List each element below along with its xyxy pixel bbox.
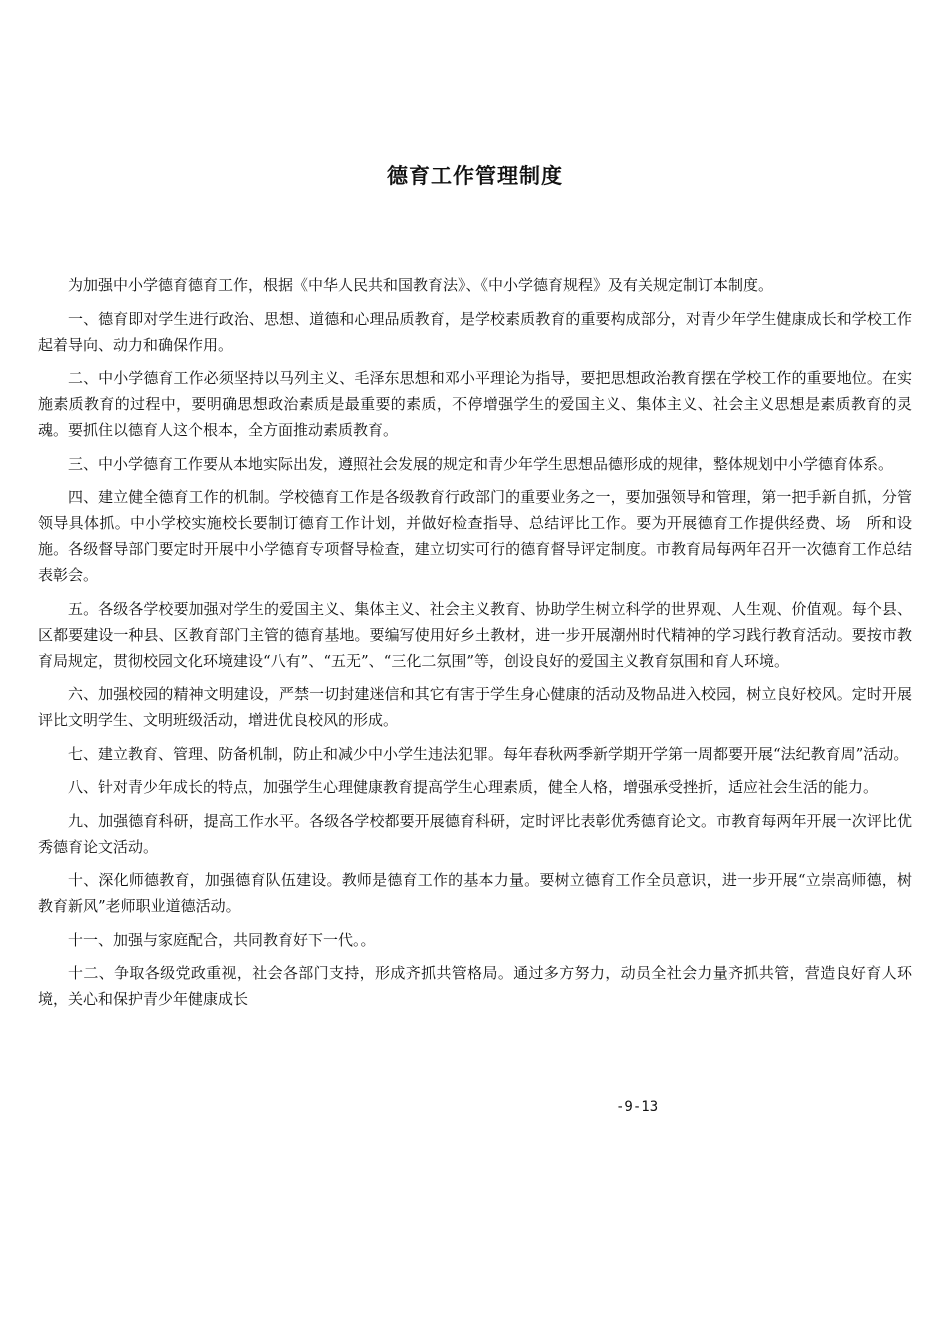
paragraph-4: 四、建立健全德育工作的机制。学校德育工作是各级教育行政部门的重要业务之一，要加强领导和管理，第一把手新自抓，分管领导具体抓。中小学校实施校长要制订德育工作计划，并做好检查指导、总结评比工作。要为开展德育工作提供经费、场 所和设施。各级督导部门要定时开展中小学德育专项督导检查，建立切实可行的德育督导评定制度。市教育局每两年召开一次德育工作总结表彰会。 — [38, 488, 912, 584]
document-title: 德育工作管理制度 — [387, 164, 563, 188]
document-body — [38, 272, 912, 1020]
paragraph-1: 一、德育即对学生进行政治、思想、道德和心理品质教育，是学校素质教育的重要构成部分，对青少年学生健康成长和学校工作起着导向、动力和确保作用。 — [38, 309, 912, 354]
paragraph-intro: 为加强中小学德育德育工作，根据《中华人民共和国教育法》、《中小学德育规程》及有关规定制订本制度。 — [68, 276, 774, 294]
paragraph-12: 十二、争取各级党政重视，社会各部门支持，形成齐抓共管格局。通过多方努力，动员全社会力量齐抓共管，营造良好育人环境，关心和保护青少年健康成长 — [38, 964, 912, 1008]
paragraph-3: 三、中小学德育工作要从本地实际出发，遵照社会发展的规定和青少年学生思想品德形成的规律，整体规划中小学德育体系。 — [68, 454, 894, 473]
paragraph-2: 二、中小学德育工作必须坚持以马列主义、毛泽东思想和邓小平理论为指导，要把思想政治教育摆在学校工作的重要地位。在实施素质教育的过程中，要明确思想政治素质是最重要的素质，不停增强学生的爱国主义、集体主义、社会主义思想是素质教育的灵魂。要抓住以德育人这个根本，全方面推动素质教育。 — [38, 369, 912, 439]
paragraph-10: 十、深化师德教育，加强德育队伍建设。教师是德育工作的基本力量。要树立德育工作全员意识，进一步开展“立崇高师德，树教育新风”老师职业道德活动。 — [38, 871, 912, 915]
paragraph-7: 七、建立教育、管理、防备机制，防止和减少中小学生违法犯罪。每年春秋两季新学期开学第一周都要开展“法纪教育周”活动。 — [68, 744, 909, 763]
paragraph-6: 六、加强校园的精神文明建设，严禁一切封建迷信和其它有害于学生身心健康的活动及物品进入校园，树立良好校风。定时开展评比文明学生、文明班级活动，增进优良校风的形成。 — [38, 685, 912, 729]
paragraph-9: 九、加强德育科研，提高工作水平。各级各学校都要开展德育科研，定时评比表彰优秀德育论文。市教育每两年开展一次评比优秀德育论文活动。 — [38, 811, 912, 856]
paragraph-5: 五。各级各学校要加强对学生的爱国主义、集体主义、社会主义教育、协助学生树立科学的世界观、人生观、价值观。每个县、区都要建设一种县、区教育部门主管的德育基地。要编写使用好乡土教材，进一步开展潮州时代精神的学习践行教育活动。要按市教育局规定，贯彻校园文化环境建设“八有”、“五无”、“三化二氛围”等，创设良好的爱国主义教育氛围和育人环境。 — [38, 599, 912, 670]
paragraph-8: 八、针对青少年成长的特点，加强学生心理健康教育提高学生心理素质，健全人格，增强承受挫折，适应社会生活的能力。 — [68, 778, 879, 796]
paragraph-11: 十一、加强与家庭配合，共同教育好下一代。。 — [68, 930, 376, 949]
page-number: -9-13 — [616, 1099, 659, 1115]
